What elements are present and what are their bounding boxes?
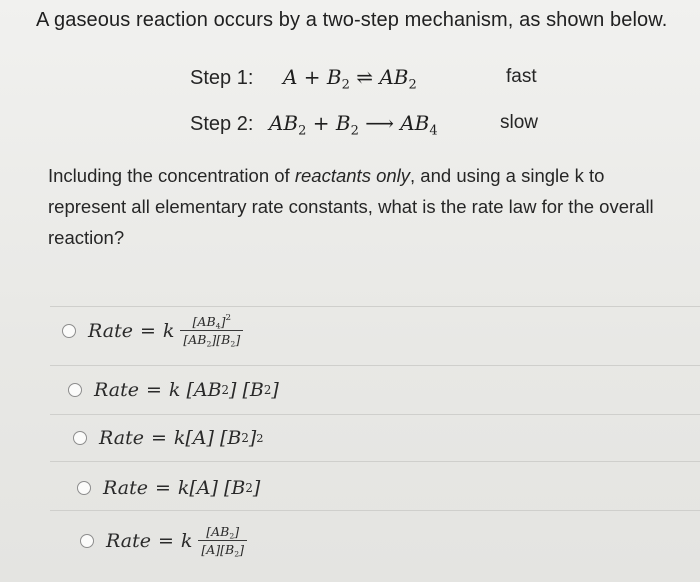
answer-option-1[interactable]: [62, 314, 243, 347]
concentration-term-1: [A]: [189, 477, 218, 499]
option-3-rate-law: Rate = k [A] [B 2 ] 2: [99, 427, 264, 449]
step-2-product-subscript: 4: [429, 123, 438, 139]
question-title: A gaseous reaction occurs by a two-step mechanism, as shown below.: [36, 9, 668, 31]
rate-word: Rate: [106, 529, 151, 552]
denominator-bracket: ]: [239, 542, 245, 557]
step-1-product: AB: [379, 65, 409, 89]
fraction-numerator: [190, 314, 235, 330]
option-divider: [50, 365, 700, 366]
step-1-product-subscript: 2: [408, 77, 417, 93]
numerator-bracket: ]: [220, 314, 226, 329]
option-2-rate-law: Rate = k [AB 2 ] [B 2 ]: [94, 379, 279, 401]
step-1-label: Step 1:: [190, 67, 254, 89]
fraction-denominator: [180, 330, 243, 347]
denominator-species: [A][B: [201, 542, 235, 557]
option-divider: [50, 414, 700, 415]
question-prompt: [48, 160, 668, 253]
prompt-emphasis: reactants only: [294, 165, 411, 186]
term-1-bracket: ]: [229, 379, 237, 401]
radio-button[interactable]: [68, 383, 82, 397]
mechanism-step-2: [190, 111, 438, 139]
rate-word: Rate: [103, 477, 148, 499]
numerator-subscript: 2: [229, 531, 235, 541]
equals-sign: =: [150, 427, 167, 449]
term-2-bracket: ]: [271, 379, 279, 401]
step-2-reactant-2-subscript: 2: [350, 123, 359, 139]
prompt-part-2: , and using a single k to represent all elementary rate constants, what is the rate law for the overall reaction?: [48, 165, 654, 248]
step-1-reactant-2: B: [326, 65, 342, 89]
rate-word: Rate: [94, 379, 139, 401]
step-2-plus: +: [312, 111, 330, 135]
step-1-reactant-1: A: [282, 65, 298, 89]
equals-sign: =: [145, 379, 162, 401]
option-divider: [50, 510, 700, 511]
concentration-term-1: [AB: [186, 379, 222, 401]
rate-fraction: [198, 524, 247, 557]
rate-constant: k: [162, 319, 175, 342]
option-5-rate-law: [106, 524, 247, 557]
rate-constant: k: [173, 427, 186, 449]
radio-button[interactable]: [62, 324, 76, 338]
step-2-reactant-1: AB: [268, 111, 299, 135]
step-1-speed: fast: [506, 66, 537, 87]
rate-constant: k: [177, 477, 190, 499]
step-2-speed: slow: [500, 112, 539, 133]
fraction-numerator: [203, 524, 242, 540]
rate-constant: k: [168, 379, 181, 401]
numerator-species: [AB: [206, 524, 230, 539]
radio-button[interactable]: [80, 534, 94, 548]
rate-fraction: [180, 314, 243, 347]
denominator-species-2: ][B: [211, 332, 231, 347]
step-1-reactant-2-subscript: 2: [341, 77, 350, 93]
step-2-reactant-2: B: [335, 111, 351, 135]
concentration-term-2: [B: [223, 477, 246, 499]
radio-button[interactable]: [73, 431, 87, 445]
rate-constant: k: [180, 529, 193, 552]
numerator-species: [AB: [192, 314, 216, 329]
concentration-term-2: [B: [242, 379, 264, 401]
numerator-bracket: ]: [234, 524, 240, 539]
step-2-reactant-1-subscript: 2: [298, 123, 307, 139]
step-2-equation: [268, 111, 438, 139]
numerator-exponent: 2: [225, 312, 232, 323]
rate-word: Rate: [99, 427, 144, 449]
reaction-arrow-icon: ⟶: [365, 111, 394, 135]
answer-option-5[interactable]: [80, 524, 247, 557]
step-1-equation: [282, 65, 417, 93]
numerator-subscript: 4: [215, 321, 221, 331]
fraction-denominator: [198, 540, 247, 557]
denominator-subscript: 2: [234, 549, 240, 559]
option-1-rate-law: [88, 314, 243, 347]
concentration-term-2: [B: [219, 427, 242, 449]
equals-sign: =: [154, 477, 171, 499]
denominator-subscript-2: 2: [230, 339, 236, 349]
term-2-bracket: ]: [248, 427, 257, 449]
step-2-label: Step 2:: [190, 113, 254, 135]
radio-button[interactable]: [77, 481, 91, 495]
answer-option-4[interactable]: [77, 477, 260, 499]
denominator-species: [AB: [183, 332, 207, 347]
concentration-term-1: [A]: [185, 427, 214, 449]
equals-sign: =: [157, 529, 174, 552]
denominator-bracket: ]: [235, 332, 241, 347]
equilibrium-arrow-icon: ⇌: [356, 65, 373, 89]
answer-option-3[interactable]: [73, 427, 264, 449]
option-4-rate-law: Rate = k [A] [B 2 ]: [103, 477, 261, 499]
answer-option-2[interactable]: [68, 379, 279, 401]
term-2-bracket: ]: [252, 477, 261, 499]
prompt-part-1: Including the concentration of: [48, 165, 295, 186]
option-divider: [50, 461, 700, 462]
denominator-subscript: 2: [206, 339, 212, 349]
mechanism-step-1: [190, 65, 417, 93]
equals-sign: =: [139, 319, 156, 342]
rate-word: Rate: [88, 319, 133, 342]
step-1-plus: +: [303, 65, 321, 89]
step-2-product: AB: [400, 111, 430, 135]
option-divider: [50, 306, 700, 307]
